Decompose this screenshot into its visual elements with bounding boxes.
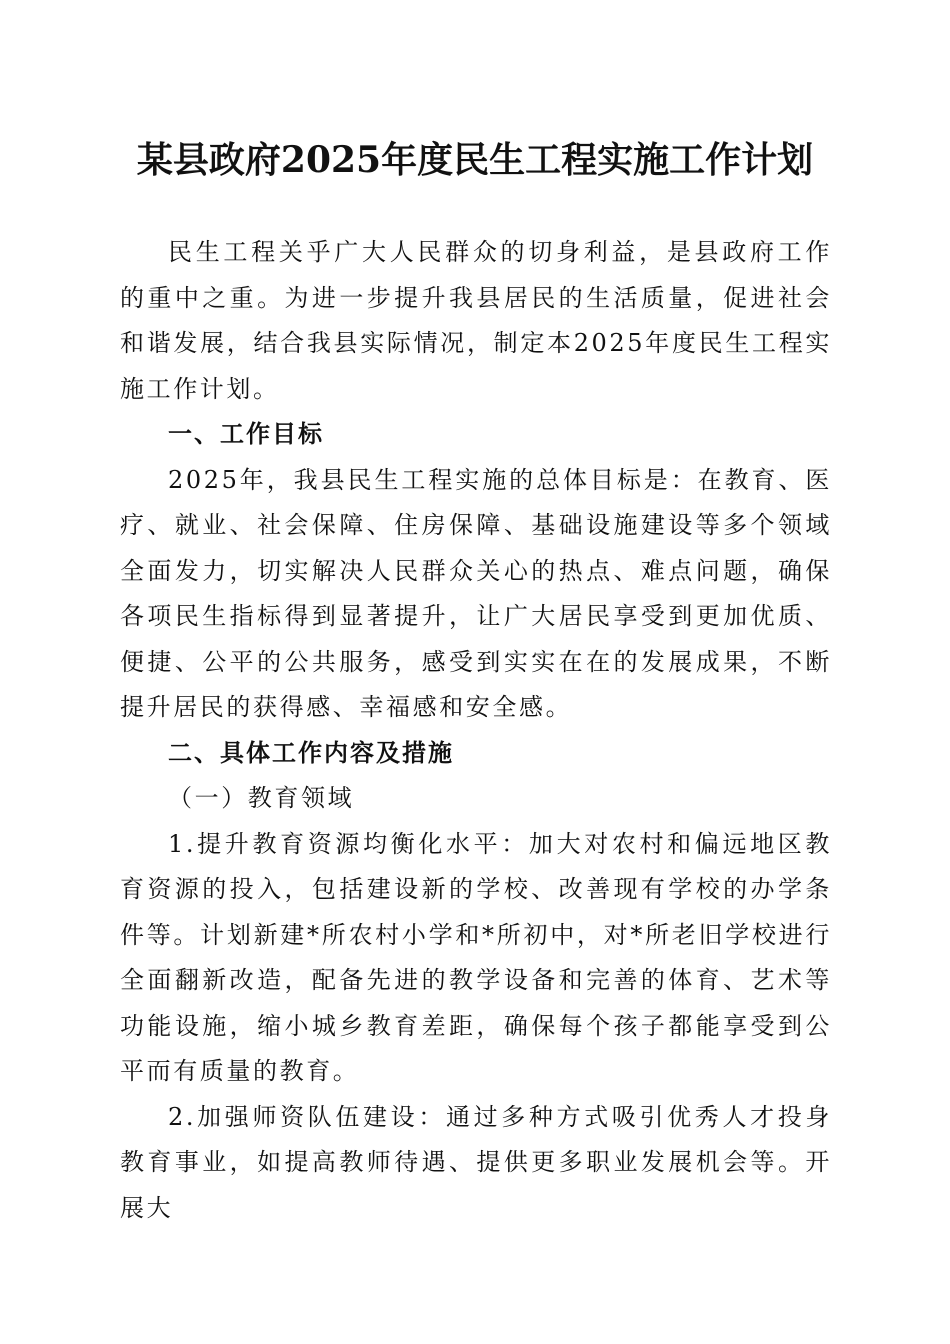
intro-paragraph: 民生工程关乎广大人民群众的切身利益，是县政府工作的重中之重。为进一步提升我县居民的生活质量，促进社会和谐发展，结合我县实际情况，制定本2025年度民生工程实施工作计划。 (120, 238, 832, 403)
goals-paragraph: 2025年，我县民生工程实施的总体目标是：在教育、医疗、就业、社会保障、住房保障、基础设施建设等多个领域全面发力，切实解决人民群众关心的热点、难点问题，确保各项民生指标得到显著提升，让广大居民享受到更加优质、便捷、公平的公共服务，感受到实实在在的发展成果，不断提升居民的获得感、幸福感和安全感。 (120, 465, 832, 721)
document-title: 某县政府2025年度民生工程实施工作计划 (136, 139, 814, 181)
document-body (120, 230, 832, 1231)
section-heading-measures: 二、具体工作内容及措施 (168, 738, 454, 767)
education-item-1: 1.提升教育资源均衡化水平：加大对农村和偏远地区教育资源的投入，包括建设新的学校、改善现有学校的办学条件等。计划新建*所农村小学和*所初中，对*所老旧学校进行全面翻新改造，配备先进的教学设备和完善的体育、艺术等功能设施，缩小城乡教育差距，确保每个孩子都能享受到公平而有质量的教育。 (120, 829, 832, 1085)
subsection-heading-education: （一）教育领域 (168, 784, 355, 812)
section-heading-goals: 一、工作目标 (168, 420, 324, 448)
education-item-2: 2.加强师资队伍建设：通过多种方式吸引优秀人才投身教育事业，如提高教师待遇、提供更多职业发展机会等。开展大 (120, 1102, 832, 1222)
